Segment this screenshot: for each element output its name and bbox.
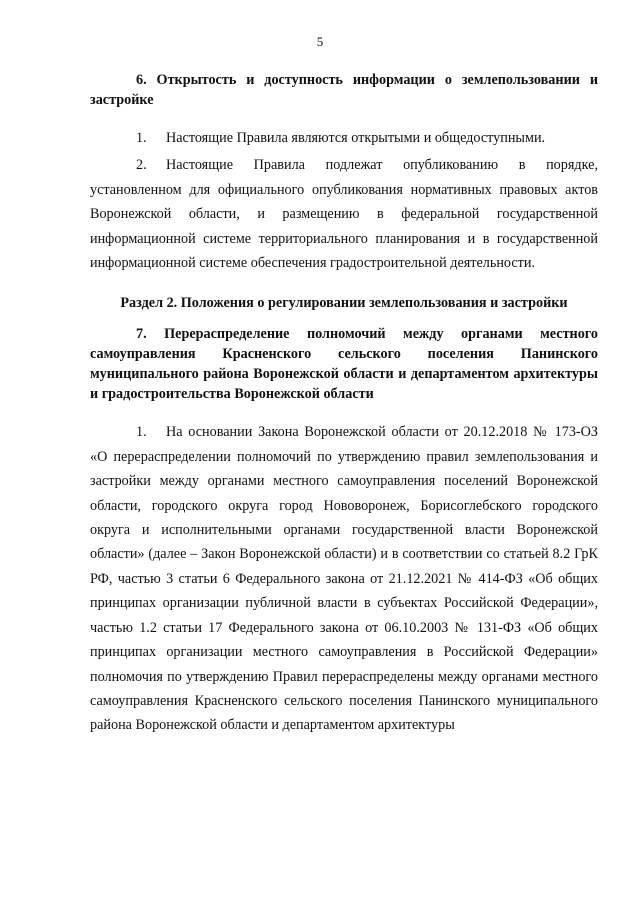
item-number: 2.	[136, 157, 147, 174]
item-number: 1.	[136, 130, 147, 146]
page-number: 5	[316, 34, 324, 49]
item-number: 1.	[136, 424, 147, 441]
item-text: Настоящие Правила подлежат опубликованию в порядке, установленном для официального опубликования нормативных правовых актов Воронежской области, и размещению в федеральной государственной информационной системе территориального планирования и в государственной информационной системе обеспечения градостроительной деятельности.	[90, 157, 598, 272]
item-text: На основании Закона Воронежской области от 20.12.2018 № 173-ОЗ «О перераспределении полномочий по утверждению правил землепользования и застройки между органами местного самоуправления поселений Воронежской области, городского округа город Нововоронеж, Борисоглебского городского округа и исполнительными органами государственной власти Воронежской области» (далее – Закон Воронежской области) и в соответствии со статьей 8.2 ГрК РФ, частью 3 статьи 6 Федерального закона от 21.12.2021 № 414-ФЗ «Об общих принципах организации публичной власти в субъектах Российской Федерации», частью 1.2 статьи 17 Федерального закона от 06.10.2003 № 131-ФЗ «Об общих принципах организации местного самоуправления в Российской Федерации» полномочия по утверждению Правил перераспределены между органами местного самоуправления Красненского сельского поселения Панинского муниципального района Воронежской области и департаментом архитектуры	[90, 424, 598, 734]
section-6-item-1	[90, 126, 598, 150]
section-6-heading: 6. Открытость и доступность информации о землепользовании и застройке	[90, 72, 598, 108]
section-7-heading: 7. Перераспределение полномочий между органами местного самоуправления Красненского сельского поселения Панинского муниципального района Воронежской области и департаментом архитектуры и градостроительства Воронежской области	[90, 326, 598, 403]
item-text: Настоящие Правила являются открытыми и общедоступными.	[166, 130, 546, 146]
part-2-title: Раздел 2. Положения о регулировании землепользования и застройки	[120, 295, 568, 312]
section-7-item-1	[90, 420, 598, 737]
document-body	[90, 64, 598, 741]
section-6-item-2	[90, 153, 598, 275]
